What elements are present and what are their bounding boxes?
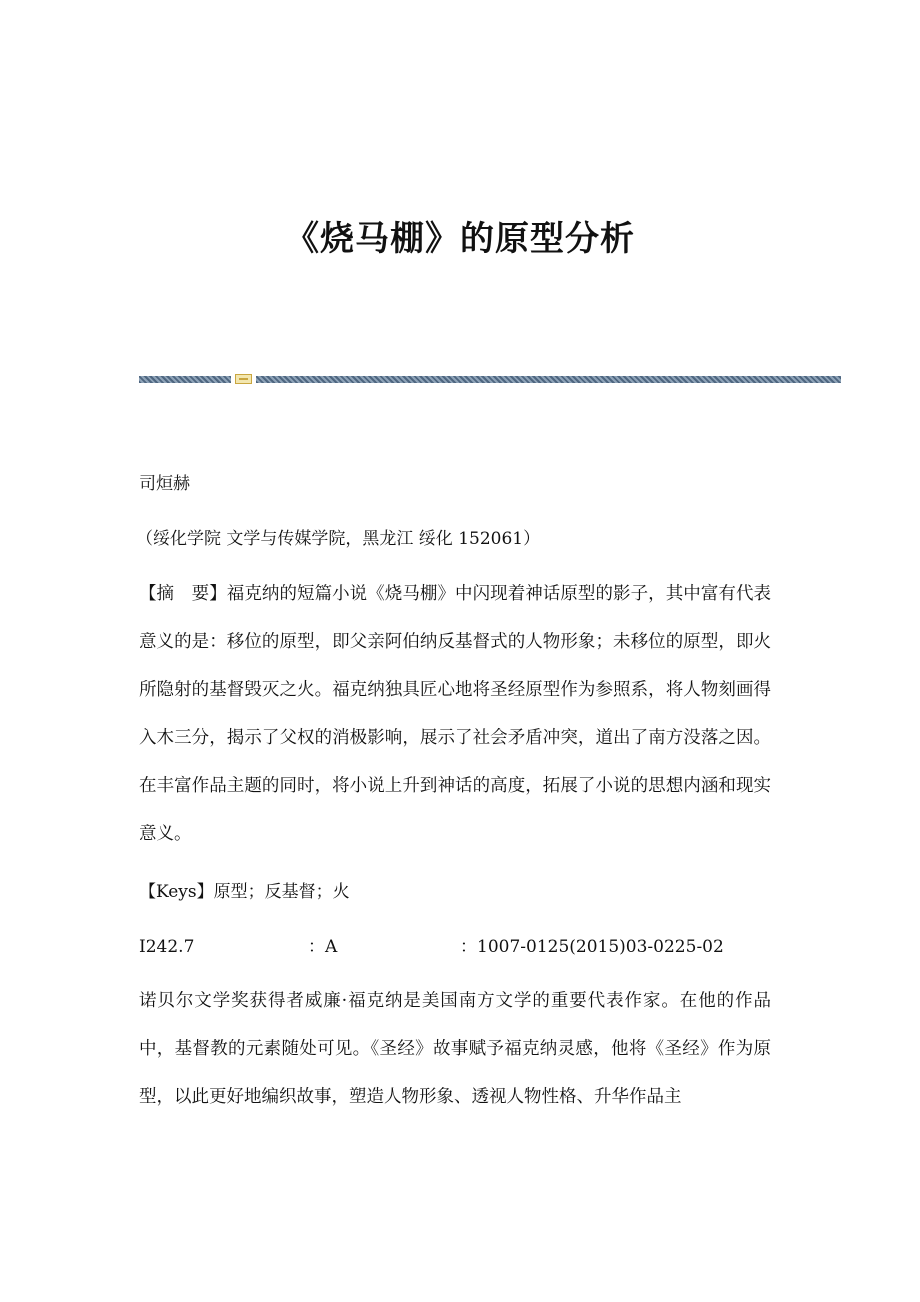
divider-left-bar (139, 376, 231, 383)
clc-number: I242.7 (139, 937, 195, 957)
divider-right-bar (256, 376, 841, 383)
abstract: 【摘 要】福克纳的短篇小说《烧马棚》中闪现着神话原型的影子，其中富有代表意义的是：移位的原型，即父亲阿伯纳反基督式的人物形象；未移位的原型，即火所隐射的基督毁灭之火。福克纳独具匠心地将圣经原型作为参照系，将人物刻画得入木三分，揭示了父权的消极影响，展示了社会矛盾冲突，道出了南方没落之因。在丰富作品主题的同时，将小说上升到神话的高度，拓展了小说的思想内涵和现实意义。 (139, 584, 771, 844)
title-divider (139, 374, 841, 384)
body-paragraph: 诺贝尔文学奖获得者威廉·福克纳是美国南方文学的重要代表作家。在他的作品中，基督教的元素随处可见。《圣经》故事赋予福克纳灵感，他将《圣经》作为原型，以此更好地编织故事，塑造人物形象、透视人物性格、升华作品主 (139, 991, 771, 1107)
author: 司烜赫 (139, 474, 190, 494)
document-code: ：A (308, 937, 338, 957)
affiliation: （绥化学院 文学与传媒学院，黑龙江 绥化 152061） (136, 529, 541, 549)
keywords: 【Keys】原型；反基督；火 (139, 882, 350, 902)
page-title: 《烧马棚》的原型分析 (285, 219, 635, 259)
divider-ornament-icon (235, 374, 252, 384)
article-id: ：1007-0125(2015)03-0225-02 (460, 937, 724, 957)
